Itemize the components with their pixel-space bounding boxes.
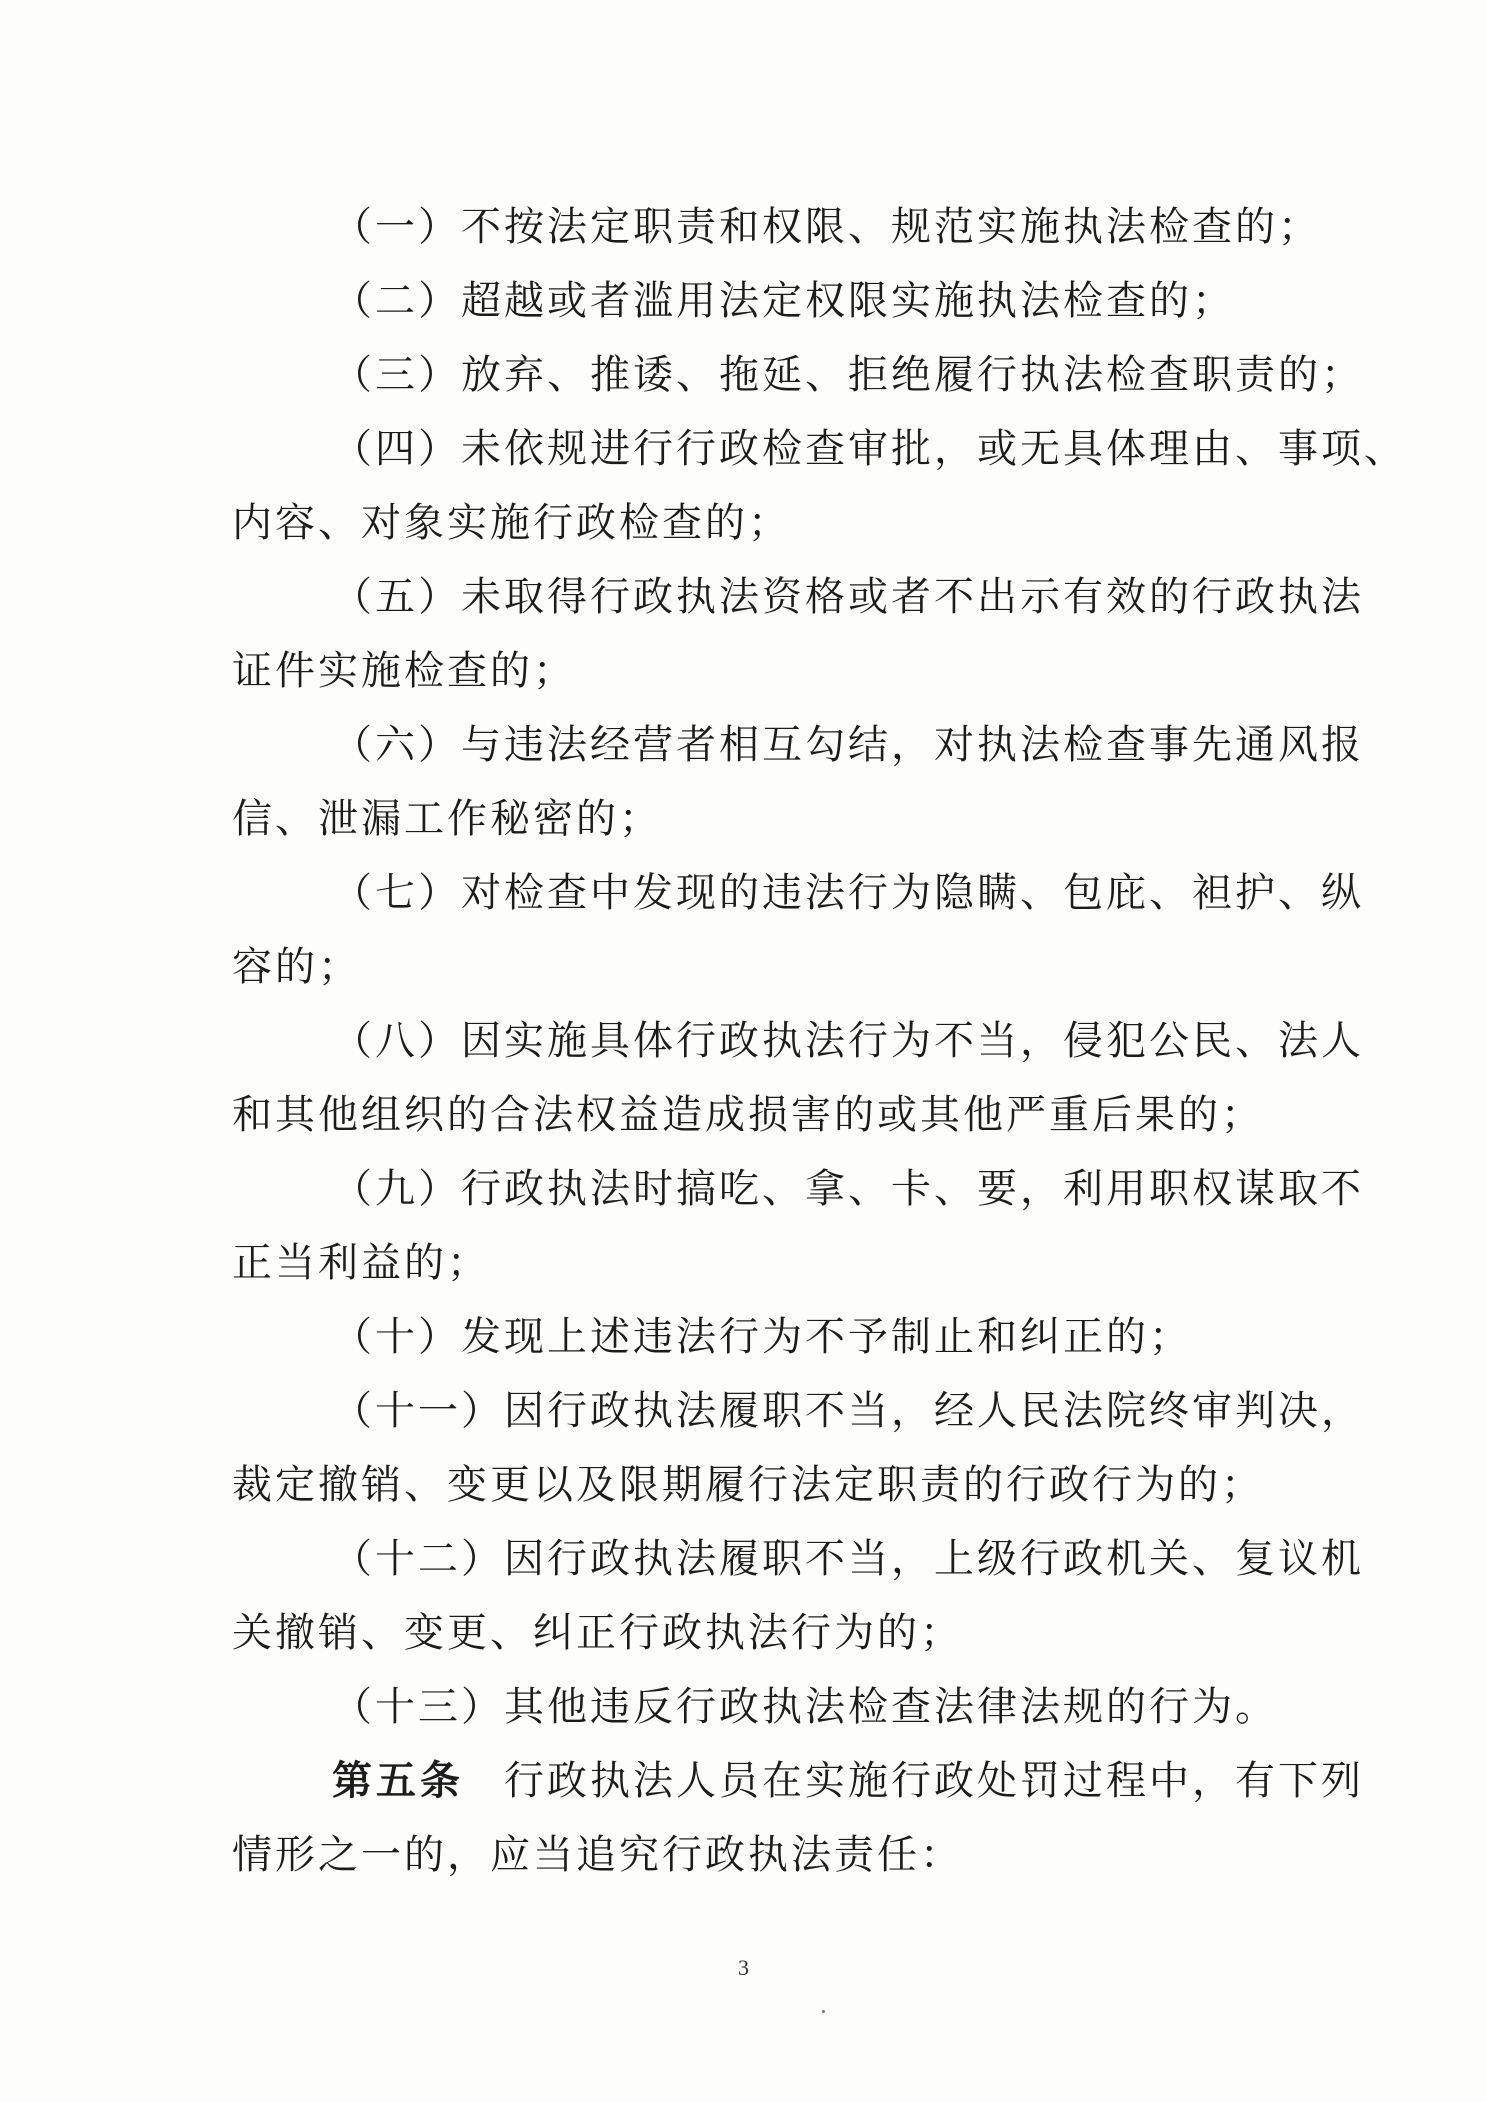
clause-2 [232, 264, 1292, 338]
text-line: （七）对检查中发现的违法行为隐瞒、包庇、袒护、纵 [332, 870, 1364, 916]
clause-8 [232, 1004, 1364, 1152]
article-5 [232, 1744, 1364, 1892]
clause-12 [232, 1522, 1364, 1670]
clause-5 [232, 560, 1364, 708]
text-line: （十）发现上述违法行为不予制止和纠正的； [332, 1314, 1192, 1360]
text-line: （一）不按法定职责和权限、规范实施执法检查的； [332, 204, 1321, 250]
clause-10 [232, 1300, 1292, 1374]
text-line: （五）未取得行政执法资格或者不出示有效的行政执法 [332, 574, 1364, 620]
text-line: （十一）因行政执法履职不当，经人民法院终审判决， [332, 1388, 1364, 1434]
scan-speck [822, 2010, 825, 2013]
text-line: 正当利益的； [232, 1240, 490, 1286]
text-line: （十二）因行政执法履职不当，上级行政机关、复议机 [332, 1536, 1364, 1582]
text-line: 裁定撤销、变更以及限期履行法定职责的行政行为的； [232, 1462, 1264, 1508]
text-line: （九）行政执法时搞吃、拿、卡、要，利用职权谋取不 [332, 1166, 1364, 1212]
clause-6 [232, 708, 1364, 856]
clause-7 [232, 856, 1364, 1004]
article-text: 行政执法人员在实施行政处罚过程中，有下列 [504, 1758, 1364, 1804]
text-line: 情形之一的，应当追究行政执法责任： [232, 1832, 963, 1878]
text-line: 容的； [232, 944, 361, 990]
clause-4 [232, 412, 1407, 560]
clause-13 [232, 1670, 1292, 1744]
clause-11 [232, 1374, 1364, 1522]
text-line: （八）因实施具体行政执法行为不当，侵犯公民、法人 [332, 1018, 1364, 1064]
text-line: （十三）其他违反行政执法检查法律法规的行为。 [332, 1684, 1278, 1730]
clause-9 [232, 1152, 1364, 1300]
article-line [232, 1744, 1364, 1818]
clause-3 [232, 338, 1364, 412]
text-line: （四）未依规进行行政检查审批，或无具体理由、事项、 [332, 426, 1407, 472]
text-line: （三）放弃、推诿、拖延、拒绝履行执法检查职责的； [332, 352, 1364, 398]
clause-1 [232, 190, 1321, 264]
text-line: 内容、对象实施行政检查的； [232, 500, 791, 546]
text-line: 关撤销、变更、纠正行政执法行为的； [232, 1610, 963, 1656]
text-line: 和其他组织的合法权益造成损害的或其他严重后果的； [232, 1092, 1264, 1138]
text-line: 证件实施检查的； [232, 648, 576, 694]
body-text [232, 190, 1407, 1892]
text-line: （六）与违法经营者相互勾结，对执法检查事先通风报 [332, 722, 1364, 768]
page-number: 3 [738, 1955, 749, 1980]
text-line: 信、泄漏工作秘密的； [232, 796, 662, 842]
article-title: 第五条 [332, 1757, 464, 1804]
text-line: （二）超越或者滥用法定权限实施执法检查的； [332, 278, 1235, 324]
